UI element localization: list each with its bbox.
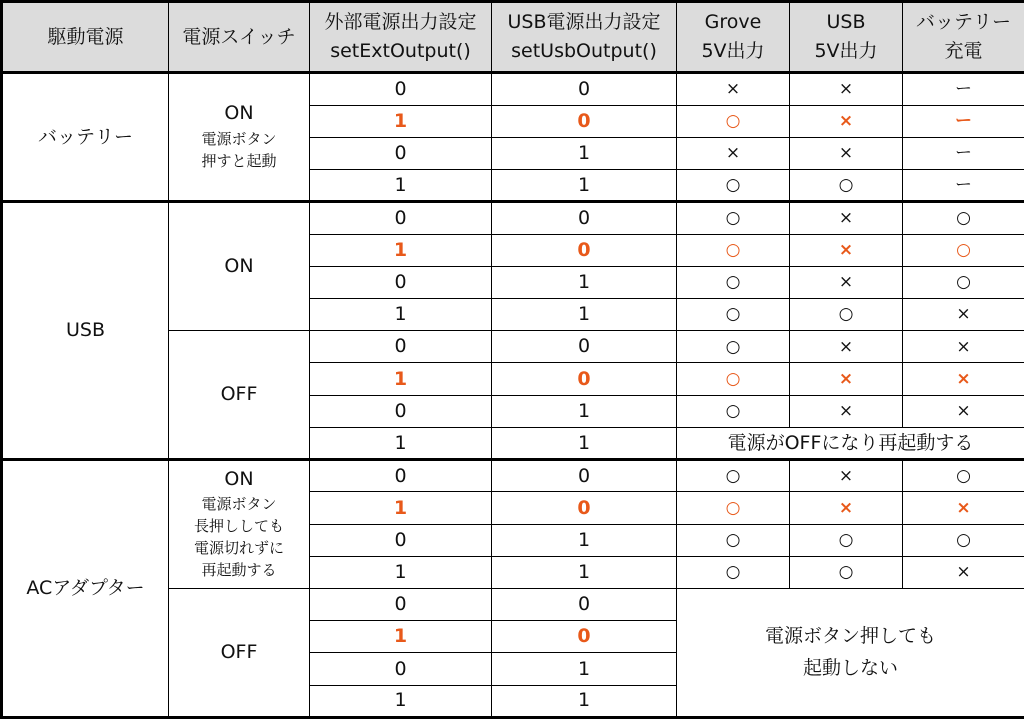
ac-note-line: 電源ボタン	[201, 495, 277, 514]
usb-cell: 0	[492, 331, 677, 363]
usb-cell: 0	[492, 621, 677, 653]
header-usb-5v: USB 5V出力	[790, 2, 903, 73]
usbout-cell: ○	[790, 299, 903, 331]
usb-cell: 0	[492, 234, 677, 266]
usbout-cell: ×	[790, 105, 903, 137]
charge-cell: ×	[903, 395, 1024, 427]
battery-note-line: 押すと起動	[201, 151, 277, 170]
header-power-switch: 電源スイッチ	[169, 2, 310, 73]
charge-cell: ー	[903, 105, 1024, 137]
usb-cell: 1	[492, 427, 677, 459]
ext-cell: 1	[310, 299, 492, 331]
switch-ac-off: OFF	[169, 588, 310, 717]
grove-cell: ○	[677, 105, 790, 137]
ext-cell: 1	[310, 556, 492, 588]
ext-cell: 0	[310, 266, 492, 298]
source-usb: USB	[2, 202, 169, 460]
usb-cell: 0	[492, 202, 677, 234]
charge-cell: ー	[903, 170, 1024, 202]
ext-cell: 1	[310, 234, 492, 266]
charge-cell: ×	[903, 556, 1024, 588]
usb-cell: 1	[492, 685, 677, 717]
charge-cell: ×	[903, 492, 1024, 524]
usb-off-restart-message: 電源がOFFになり再起動する	[677, 427, 1024, 459]
grove-cell: ○	[677, 556, 790, 588]
usb-cell: 1	[492, 299, 677, 331]
usb-cell: 1	[492, 524, 677, 556]
usb-cell: 0	[492, 105, 677, 137]
ac-note-line: 電源切れずに	[193, 538, 284, 557]
usb-cell: 0	[492, 588, 677, 620]
switch-ac-on: ON 電源ボタン 長押ししても 電源切れずに 再起動する	[169, 460, 310, 589]
grove-cell: ○	[677, 524, 790, 556]
grove-cell: ○	[677, 299, 790, 331]
battery-note-line: 電源ボタン	[201, 130, 277, 149]
usb-cell: 1	[492, 266, 677, 298]
ext-cell: 0	[310, 653, 492, 685]
charge-cell: ×	[903, 331, 1024, 363]
ext-cell: 1	[310, 685, 492, 717]
grove-cell: ○	[677, 234, 790, 266]
switch-usb-on: ON	[169, 202, 310, 331]
grove-cell: ○	[677, 331, 790, 363]
usb-cell: 1	[492, 137, 677, 169]
usb-cell: 1	[492, 556, 677, 588]
ext-cell: 1	[310, 492, 492, 524]
ext-cell: 1	[310, 105, 492, 137]
header-power-source: 駆動電源	[2, 2, 169, 73]
charge-cell: ー	[903, 137, 1024, 169]
usb-cell: 0	[492, 363, 677, 395]
charge-cell: ○	[903, 266, 1024, 298]
ext-cell: 0	[310, 395, 492, 427]
ext-cell: 1	[310, 621, 492, 653]
usbout-cell: ×	[790, 363, 903, 395]
usb-cell: 0	[492, 492, 677, 524]
ac-off-no-boot-message: 電源ボタン押しても 起動しない	[677, 588, 1024, 717]
switch-usb-off: OFF	[169, 331, 310, 460]
grove-cell: ×	[677, 73, 790, 105]
source-ac-adapter: ACアダプター	[2, 460, 169, 718]
ext-cell: 0	[310, 73, 492, 105]
usbout-cell: ○	[790, 556, 903, 588]
charge-cell: ×	[903, 299, 1024, 331]
charge-cell: ー	[903, 73, 1024, 105]
grove-cell: ○	[677, 170, 790, 202]
charge-cell: ○	[903, 234, 1024, 266]
usbout-cell: ×	[790, 492, 903, 524]
usb-cell: 1	[492, 170, 677, 202]
ext-cell: 1	[310, 170, 492, 202]
ext-cell: 0	[310, 524, 492, 556]
header-battery-charge: バッテリー 充電	[903, 2, 1024, 73]
ext-cell: 1	[310, 363, 492, 395]
ext-cell: 1	[310, 427, 492, 459]
usbout-cell: ×	[790, 395, 903, 427]
ext-cell: 0	[310, 331, 492, 363]
ac-note-line: 長押ししても	[193, 517, 284, 536]
grove-cell: ○	[677, 202, 790, 234]
ac-note-line: 再起動する	[201, 560, 277, 579]
grove-cell: ×	[677, 137, 790, 169]
grove-cell: ○	[677, 363, 790, 395]
charge-cell: ○	[903, 460, 1024, 492]
ext-cell: 0	[310, 588, 492, 620]
charge-cell: ×	[903, 363, 1024, 395]
usb-cell: 0	[492, 73, 677, 105]
ext-cell: 0	[310, 137, 492, 169]
header-grove-5v: Grove 5V出力	[677, 2, 790, 73]
usbout-cell: ○	[790, 524, 903, 556]
usbout-cell: ×	[790, 202, 903, 234]
source-battery: バッテリー	[2, 73, 169, 202]
usbout-cell: ×	[790, 73, 903, 105]
grove-cell: ○	[677, 492, 790, 524]
grove-cell: ○	[677, 395, 790, 427]
ext-cell: 0	[310, 460, 492, 492]
usb-cell: 1	[492, 395, 677, 427]
grove-cell: ○	[677, 460, 790, 492]
grove-cell: ○	[677, 266, 790, 298]
usb-cell: 0	[492, 460, 677, 492]
header-usb-output: USB電源出力設定 setUsbOutput()	[492, 2, 677, 73]
usbout-cell: ×	[790, 266, 903, 298]
usbout-cell: ×	[790, 460, 903, 492]
usb-cell: 1	[492, 653, 677, 685]
usbout-cell: ○	[790, 170, 903, 202]
charge-cell: ○	[903, 524, 1024, 556]
usbout-cell: ×	[790, 234, 903, 266]
usbout-cell: ×	[790, 331, 903, 363]
ext-cell: 0	[310, 202, 492, 234]
usbout-cell: ×	[790, 137, 903, 169]
charge-cell: ○	[903, 202, 1024, 234]
header-ext-output: 外部電源出力設定 setExtOutput()	[310, 2, 492, 73]
switch-battery-on: ON 電源ボタン 押すと起動	[169, 73, 310, 202]
